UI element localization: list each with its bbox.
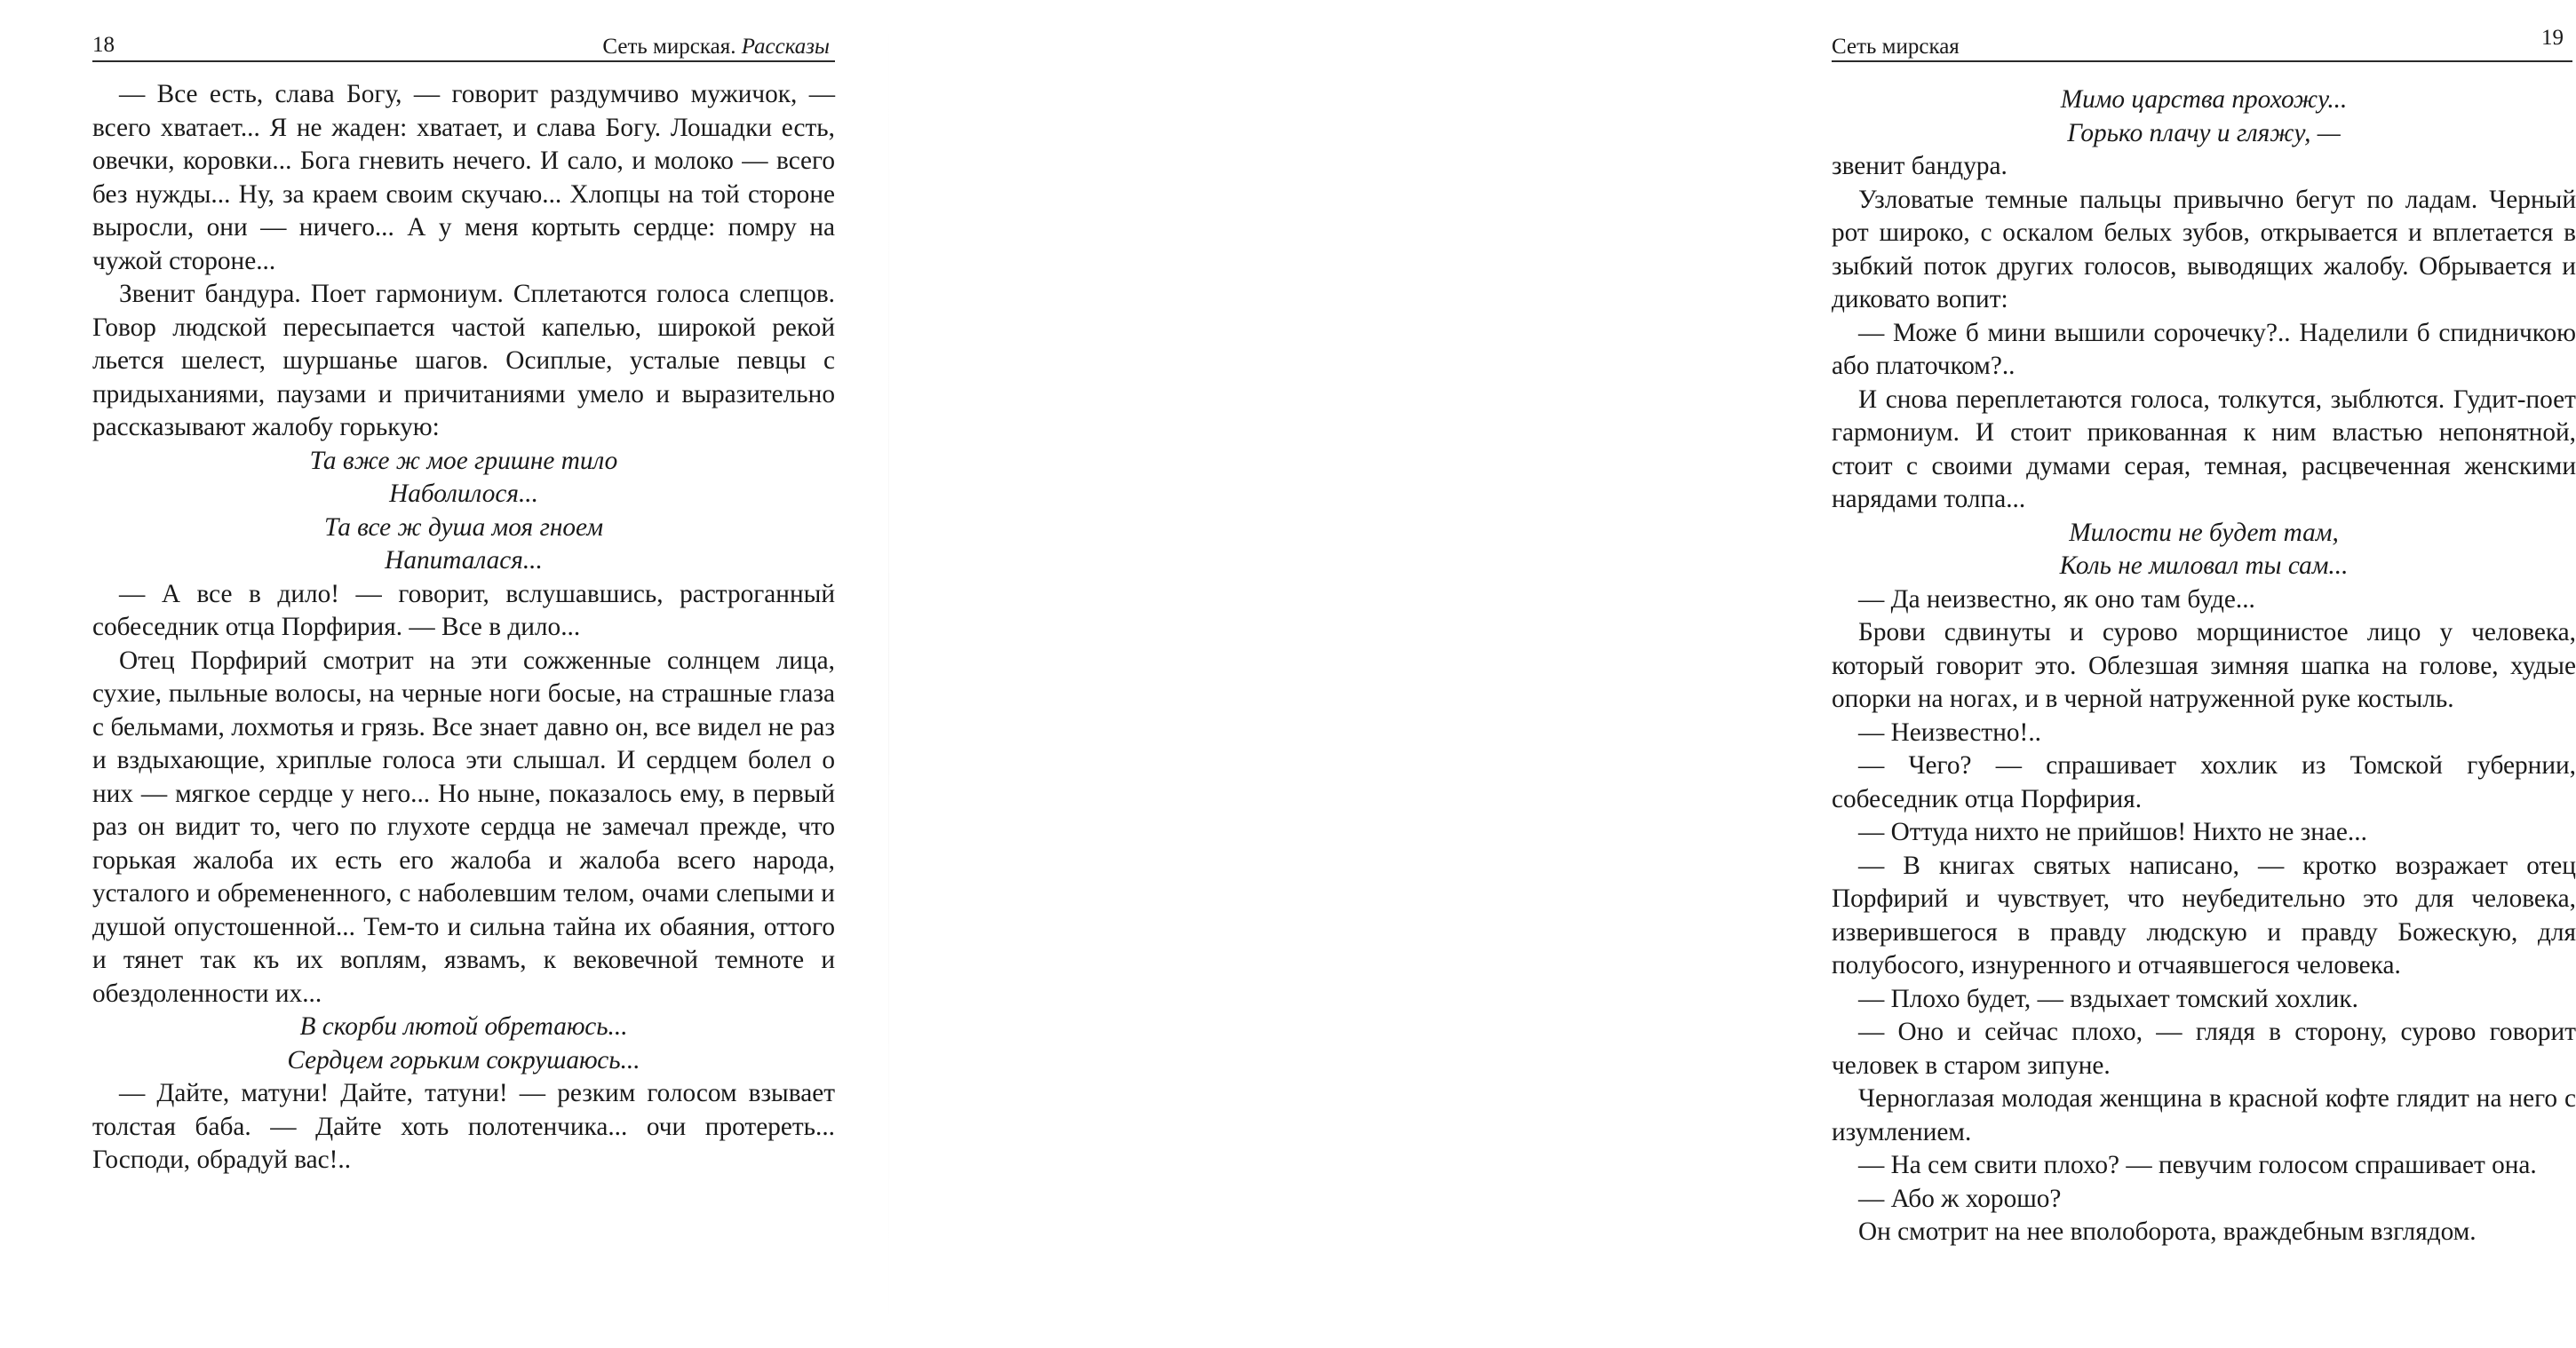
left-text-column [92, 78, 835, 1178]
paragraph: — Або ж хорошо? [1858, 1184, 2062, 1213]
verse-line: Горько плачу и гляжу, — [2067, 118, 2341, 147]
verse-line: Та вже ж мое гришне тило [309, 446, 618, 475]
paragraph: — Все есть, слава Богу, — говорит раздумчиво мужичок, — всего хватает... Я не жаден: хватает, и слава Богу. Лошадки есть, овечки, коровки... Бога гневить нечего. И сало, и молоко — всего без нужды... Ну, за краем своим скучаю... Хлопцы на той стороне выросли, они — ничего... А у меня кортыть сердце: помру на чужой стороне... [92, 80, 835, 275]
verse-line: В скорби лютой обретаюсь... [299, 1012, 628, 1041]
paragraph: — Оно и сейчас плохо, — глядя в сторону, сурово говорит человек в старом зипуне. [1832, 1018, 2576, 1080]
verse-line: Сердцем горьким сокрушаюсь... [287, 1045, 640, 1074]
running-title-italic: Рассказы [741, 35, 830, 59]
left-page-header [92, 34, 835, 62]
paragraph: — Чего? — спрашивает хохлик из Томской губернии, собеседник отца Порфирия. [1832, 751, 2576, 813]
verse-line: Милости не будет там, [2069, 518, 2339, 547]
verse-line: Та все ж душа моя гноем [323, 512, 604, 542]
paragraph: Брови сдвинуты и сурово морщинистое лицо у человека, который говорит это. Облезшая зимняя шапка на голове, худые опорки на ногах, и в черной натруженной руке костыль. [1832, 618, 2576, 713]
paragraph-continuation: звенит бандура. [1832, 152, 2008, 180]
paragraph: — Да неизвестно, як оно там буде... [1858, 584, 2255, 614]
paragraph: — На сем свити плохо? — певучим голосом спрашивает она. [1858, 1151, 2537, 1179]
paragraph: — Неизвестно!.. [1858, 718, 2041, 747]
paragraph: — Може б мини вышили сорочечку?.. Наделили б спидничкою або платочком?.. [1832, 318, 2576, 380]
paragraph: Звенит бандура. Поет гармониум. Сплетаются голоса слепцов. Говор людской пересыпается частой капелью, широкой рекой льется шелест, шуршанье шагов. Осиплые, усталые певцы с придыханиями, паузами и причитаниями умело и выразительно рассказывают жалобу горькую: [92, 280, 835, 441]
paragraph: — А все в дило! — говорит, вслушавшись, растроганный собеседник отца Порфирия. — Все в дило... [92, 579, 835, 641]
paragraph: Узловатые темные пальцы привычно бегут по ладам. Черный рот широко, с оскалом белых зубов, открывается и вплетается в зыбкий поток других голосов, выводящих жалобу. Обрывается и диковато вопит: [1832, 185, 2576, 313]
paragraph: — Дайте, матуни! Дайте, татуни! — резким голосом взывает толстая баба. — Дайте хоть полотенчика... очи протереть... Господи, обрадуй вас!.. [92, 1079, 835, 1174]
paragraph: И снова переплетаются голоса, толкутся, зыблются. Гудит-поет гармониум. И стоит прикованная к ним властью непонятной, стоит с своими думами серая, темная, расцвеченная женскими нарядами толпа... [1832, 385, 2576, 513]
right-page-header [1832, 26, 2572, 62]
right-page [888, 0, 2576, 1348]
paragraph: — В книгах святых написано, — кротко возражает отец Порфирий и чувствует, что неубедительно это для человека, изверившегося в правду людскую и правду Божескую, для полубосого, изнуренного и отчаявшегося человека. [1832, 851, 2576, 979]
paragraph: Черноглазая молодая женщина в красной кофте глядит на него с изумлением. [1832, 1084, 2576, 1146]
paragraph: Отец Порфирий смотрит на эти сожженные солнцем лица, сухие, пыльные волосы, на черные ноги босые, на страшные глаза с бельмами, лохмотья и грязь. Все знает давно он, все видел не раз и вздыхающие, хриплые голоса эти слышал. И сердцем болел о них — мягкое сердце у него... Но ныне, показалось ему, в первый раз он видит то, чего по глухоте сердца не замечал прежде, что горькая жалоба их есть его жалоба и жалоба всего народа, усталого и обремененного, с наболевшим телом, очами слепыми и душой опустошенной... Тем-то и сильна тайна их обаяния, оттого и тянет так къ их воплям, язвамъ, к вековечной темноте и обездоленности их... [92, 646, 835, 1008]
paragraph: Он смотрит на нее вполоборота, враждебным взглядом. [1858, 1217, 2477, 1246]
running-title: Сеть мирская [1832, 35, 1960, 59]
page-number: 19 [2541, 26, 2564, 50]
page-number: 18 [92, 33, 115, 57]
paragraph: — Плохо будет, — вздыхает томский хохлик. [1858, 984, 2358, 1013]
verse-line: Коль не миловал ты сам... [2059, 551, 2349, 580]
running-title-main: Сеть мирская. [602, 35, 736, 59]
verse-line: Мимо царства прохожу... [2060, 85, 2348, 114]
verse-line: Напиталася... [385, 546, 543, 575]
running-title [602, 34, 830, 60]
paragraph: — Оттуда нихто не прийшов! Нихто не знае... [1858, 818, 2367, 846]
right-text-column [1832, 83, 2576, 1249]
verse-line: Наболилося... [389, 480, 538, 508]
left-page [0, 0, 888, 1348]
